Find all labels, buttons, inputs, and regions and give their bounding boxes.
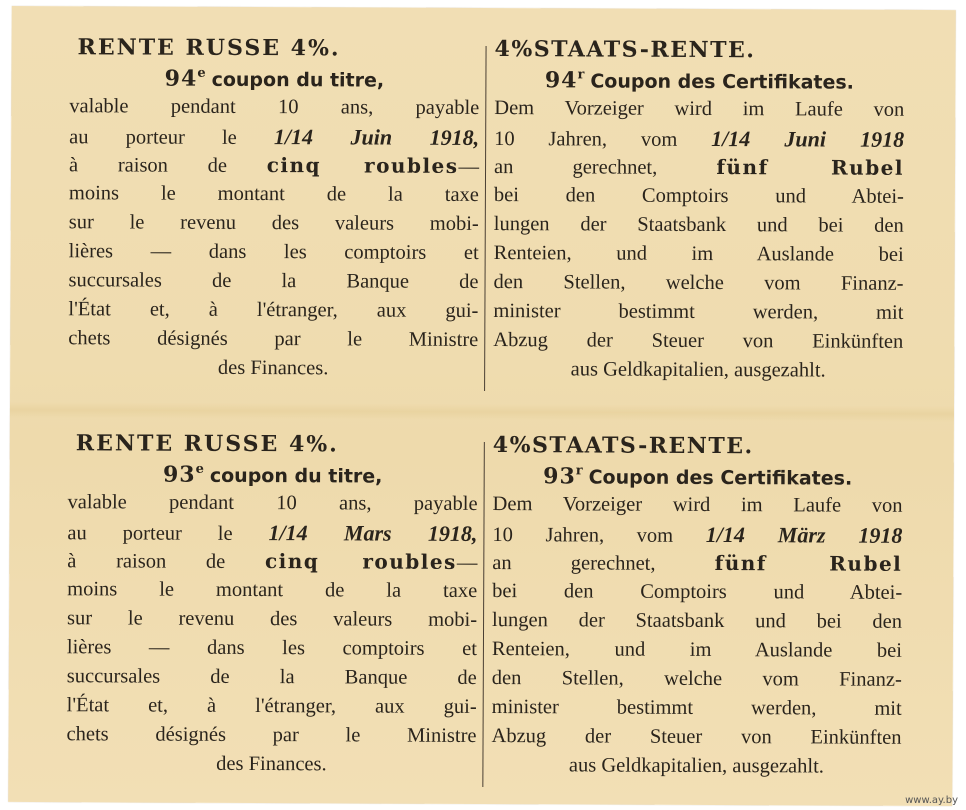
text-line: den Stellen, welche vom Finanz- (491, 667, 902, 691)
text-line: Renteien, und im Auslande bei (493, 242, 904, 266)
text-line: minister bestimmt werden, mit (493, 300, 904, 324)
coupon-sheet (8, 6, 955, 806)
coupon-93-german-text (491, 432, 903, 782)
text-line-amount (67, 546, 477, 577)
text-fragment: 10 Jahren, vom (494, 128, 678, 151)
text-line: l'État et, à l'étranger, aux gui- (68, 298, 479, 322)
text-line-amount (69, 150, 479, 181)
coupon-subtitle: coupon du titre, (209, 464, 383, 488)
payment-amount: cinq roubles (266, 153, 459, 178)
text-line: chets désignés par le Ministre (68, 327, 479, 351)
coupon-title: RENTE RUSSE 4%. (77, 34, 341, 62)
text-line: bei den Comptoirs und Abtei- (492, 580, 903, 604)
payment-date: 1/14 März 1918 (705, 521, 903, 548)
watermark-text: www.ay.by (905, 795, 958, 806)
text-line-date (494, 123, 904, 154)
coupon-subtitle-line (69, 60, 479, 94)
text-fragment: au porteur le (69, 126, 237, 149)
coupon-subtitle: Coupon des Certifikates. (588, 466, 853, 490)
coupon-subtitle-line (494, 62, 904, 96)
text-line: moins le montant de la taxe (67, 578, 478, 602)
payment-amount: fünf Rubel (714, 551, 903, 576)
text-line-amount (492, 548, 902, 579)
text-line: Dem Vorzeiger wird im Laufe von (494, 97, 905, 121)
text-line: chets désignés par le Ministre (66, 723, 477, 747)
coupon-subtitle-line (493, 458, 903, 492)
text-line: aus Geldkapitalien, ausgezahlt. (568, 754, 824, 778)
text-line: sur le revenu des valeurs mobi- (68, 211, 479, 235)
coupon-title: 4%STAATS-RENTE. (494, 36, 756, 64)
coupon-number: 93 (543, 463, 576, 490)
text-fragment: — (458, 155, 480, 178)
payment-date: 1/14 Mars 1918, (268, 520, 478, 546)
column-divider (482, 442, 485, 787)
coupon-number: 93 (162, 461, 196, 488)
coupon-number-suffix: r (575, 463, 583, 479)
payment-date: 1/14 Juin 1918, (273, 124, 480, 150)
coupon-title: 4%STAATS-RENTE. (492, 432, 754, 460)
text-fragment: 10 Jahren, vom (492, 524, 674, 547)
coupon-number-suffix: r (577, 67, 585, 83)
coupon-94 (10, 34, 956, 408)
text-line: des Finances. (217, 356, 329, 380)
text-line-amount (494, 152, 904, 183)
coupon-93 (8, 430, 954, 804)
text-line: succursales de la Banque de (68, 269, 479, 293)
text-line-date (492, 519, 902, 550)
text-line-date (67, 517, 477, 548)
text-line: Renteien, und im Auslande bei (491, 638, 902, 662)
text-line: valable pendant 10 ans, payable (69, 95, 480, 119)
text-line: Dem Vorzeiger wird im Laufe von (492, 493, 903, 517)
coupon-subtitle: Coupon des Certifikates. (590, 70, 854, 94)
text-line: Abzug der Steuer von Einkünften (491, 725, 902, 749)
coupon-number: 94 (544, 67, 578, 94)
coupon-subtitle-line (68, 456, 478, 490)
text-line: bei den Comptoirs und Abtei- (493, 184, 904, 208)
text-line: den Stellen, welche vom Finanz- (493, 271, 904, 295)
text-fragment: — (456, 551, 478, 574)
text-fragment: au porteur le (67, 522, 233, 545)
coupon-title: RENTE RUSSE 4%. (75, 430, 339, 458)
coupon-number: 94 (164, 65, 198, 92)
text-line: valable pendant 10 ans, payable (67, 491, 478, 515)
text-line: lières — dans les comptoirs et (68, 240, 479, 264)
text-fragment: à raison de (68, 154, 228, 177)
text-line: lières — dans les comptoirs et (66, 636, 477, 660)
text-line: succursales de la Banque de (66, 665, 477, 689)
text-line: moins le montant de la taxe (68, 182, 479, 206)
column-divider (484, 46, 487, 391)
text-fragment: an gerechnet, (492, 552, 656, 575)
text-line: sur le revenu des valeurs mobi- (67, 607, 478, 631)
payment-date: 1/14 Juni 1918 (711, 125, 905, 152)
text-fragment: à raison de (67, 550, 226, 573)
text-fragment: an gerechnet, (493, 156, 658, 179)
coupon-94-german-text (493, 36, 905, 386)
text-line: l'État et, à l'étranger, aux gui- (66, 694, 477, 718)
text-line: des Finances. (216, 752, 327, 776)
text-line-date (69, 121, 479, 152)
text-line: minister bestimmt werden, mit (491, 696, 902, 720)
coupon-subtitle: coupon du titre, (211, 68, 385, 92)
coupon-number-suffix: e (197, 65, 206, 81)
coupon-94-french-text (68, 34, 480, 384)
payment-amount: fünf Rubel (716, 155, 905, 180)
coupon-93-french-text (66, 430, 478, 780)
payment-amount: cinq roubles (264, 549, 457, 574)
text-line: aus Geldkapitalien, ausgezahlt. (570, 358, 826, 382)
coupon-number-suffix: e (195, 461, 204, 477)
text-line: lungen der Staatsbank und bei den (493, 213, 904, 237)
text-line: lungen der Staatsbank und bei den (492, 609, 903, 633)
text-line: Abzug der Steuer von Einkünften (493, 329, 904, 353)
